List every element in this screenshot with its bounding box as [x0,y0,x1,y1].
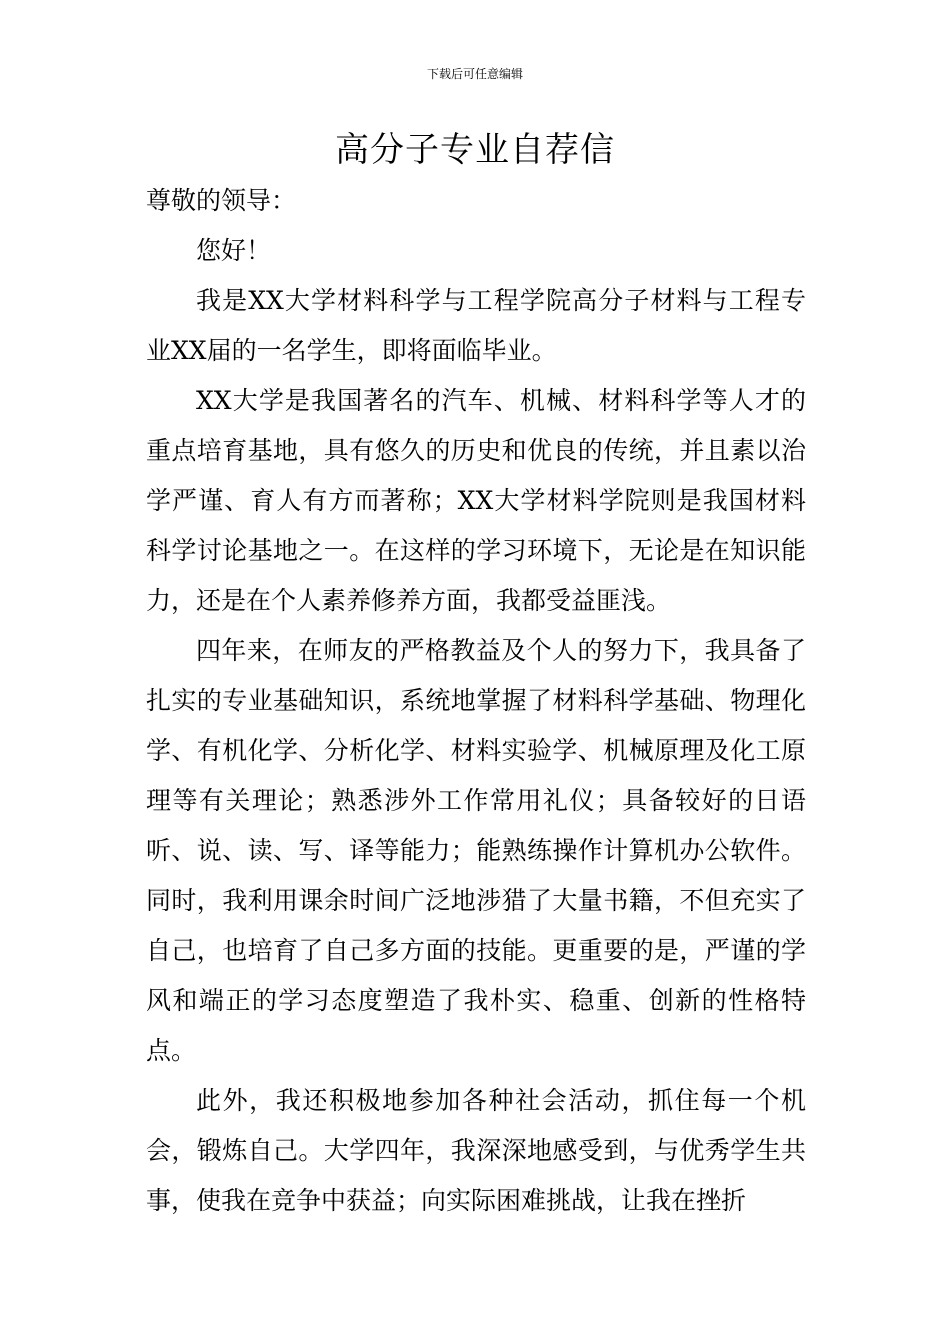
salutation: 尊敬的领导： [146,186,297,215]
paragraph-university: XX大学是我国著名的汽车、机械、材料科学等人才的重点培育基地，具有悠久的历史和优良的传统，并且素以治学严谨、育人有方而著称；XX大学材料学院则是我国材料科学讨论基地之一。在这样的学习环境下，无论是在知识能力，还是在个人素养修养方面，我都受益匪浅。 [146,386,806,615]
document-title: 高分子专业自荐信 [335,130,615,170]
paragraph-activities: 此外，我还积极地参加各种社会活动，抓住每一个机会，锻炼自己。大学四年，我深深地感受到，与优秀学生共事，使我在竞争中获益；向实际困难挑战，让我在挫折 [146,1086,806,1215]
paragraph-studies: 四年来，在师友的严格教益及个人的努力下，我具备了扎实的专业基础知识，系统地掌握了材料科学基础、物理化学、有机化学、分析化学、材料实验学、机械原理及化工原理等有关理论；熟悉涉外工作常用礼仪；具备较好的日语听、说、读、写、译等能力；能熟练操作计算机办公软件。同时，我利用课余时间广泛地涉猎了大量书籍，不但充实了自己，也培育了自己多方面的技能。更重要的是，严谨的学风和端正的学习态度塑造了我朴实、稳重、创新的性格特点。 [146,636,806,1065]
header-note: 下载后可任意编辑 [426,67,523,81]
greeting: 您好！ [196,236,272,265]
paragraph-intro: 我是XX大学材料科学与工程学院高分子材料与工程专业XX届的一名学生，即将面临毕业。 [146,286,806,365]
letter-body [146,176,806,1226]
